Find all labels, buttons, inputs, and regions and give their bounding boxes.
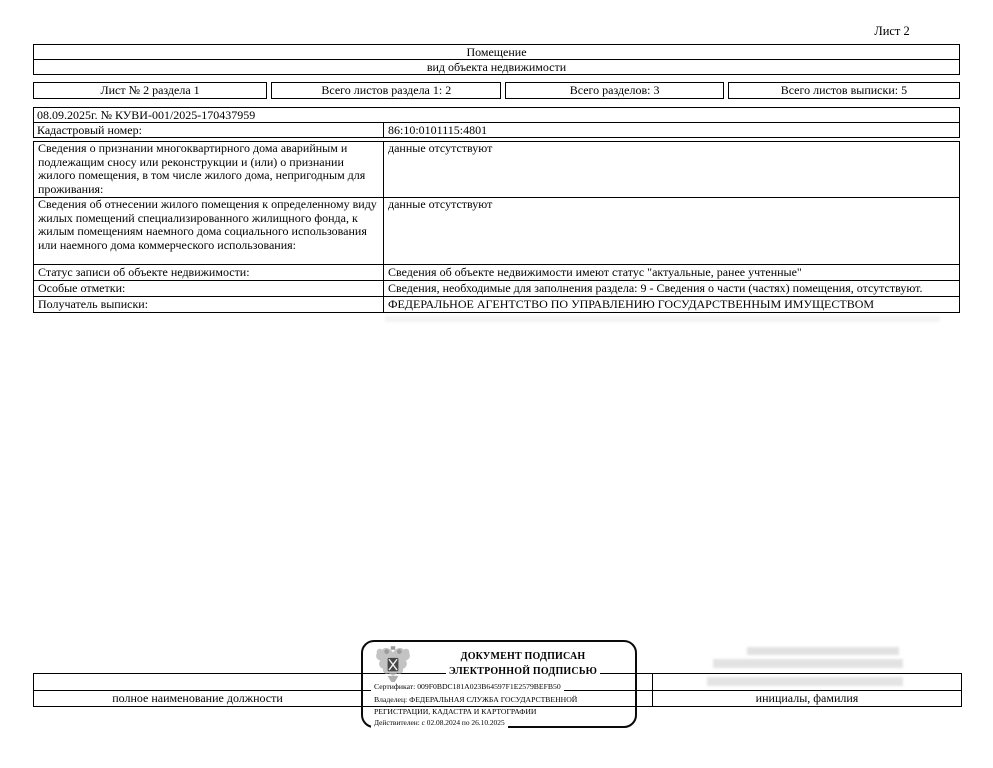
table-row xyxy=(34,296,959,312)
meta-cell-section-sheets: Всего листов раздела 1: 2 xyxy=(271,82,501,99)
object-type-table xyxy=(33,44,960,75)
stamp-owner-line-1: Владелец: ФЕДЕРАЛЬНАЯ СЛУЖБА ГОСУДАРСТВЕННОЙ xyxy=(371,695,580,705)
cadastral-number-value: 86:10:0101115:4801 xyxy=(388,123,488,137)
meta-cell-total-sheets: Всего листов выписки: 5 xyxy=(728,82,960,99)
row-label: Статус записи об объекте недвижимости: xyxy=(34,265,384,280)
row-label: Сведения о признании многоквартирного дома аварийным и подлежащим сносу или реконструкции и (или) о признании жилого помещения, в том числе жилого дома, непригодным для проживания: xyxy=(34,142,384,197)
object-type-value: Помещение xyxy=(466,45,527,59)
signature-cell-right xyxy=(653,674,961,690)
rosreestr-emblem-icon xyxy=(375,645,411,687)
details-table xyxy=(33,141,960,313)
table-row xyxy=(34,264,959,280)
object-type-caption: вид объекта недвижимости xyxy=(34,59,959,74)
sheet-meta-row xyxy=(33,82,960,99)
table-row xyxy=(34,123,959,137)
stamp-certificate-line: Сертификат: 009F0BDC181A023B64597F1E2579BEFB50 xyxy=(371,682,564,692)
row-value: Сведения об объекте недвижимости имеют статус "актуальные, ранее учтенные" xyxy=(388,265,802,279)
table-row xyxy=(34,197,959,264)
row-value: данные отсутствуют xyxy=(388,141,493,155)
digital-signature-stamp xyxy=(361,640,637,728)
table-row xyxy=(34,142,959,197)
watermark-smudge xyxy=(385,316,940,322)
position-caption: полное наименование должности xyxy=(112,691,283,705)
cadastral-number-label: Кадастровый номер: xyxy=(34,123,384,137)
watermark-smudge xyxy=(713,659,903,668)
watermark-smudge xyxy=(747,647,899,655)
request-date-number: 08.09.2025г. № КУВИ-001/2025-170437959 xyxy=(34,108,959,123)
name-caption: инициалы, фамилия xyxy=(755,691,859,705)
table-row xyxy=(34,280,959,296)
row-label: Сведения об отнесении жилого помещения к определенному виду жилых помещений специализированного жилищного фонда, к жилым помещениям наемного дома социального использования или наемного дома коммерческого использования: xyxy=(34,198,384,264)
row-label: Получатель выписки: xyxy=(34,297,384,312)
stamp-title-line2: ЭЛЕКТРОННОЙ ПОДПИСЬЮ xyxy=(446,666,600,677)
row-value: ФЕДЕРАЛЬНОЕ АГЕНТСТВО ПО УПРАВЛЕНИЮ ГОСУДАРСТВЕННЫМ ИМУЩЕСТВОМ xyxy=(388,297,875,311)
row-value: Сведения, необходимые для заполнения раздела: 9 - Сведения о части (частях) помещения, отсутствуют. xyxy=(388,281,923,295)
document-info-table xyxy=(33,107,960,138)
meta-cell-total-sections: Всего разделов: 3 xyxy=(505,82,723,99)
stamp-owner-line-2: РЕГИСТРАЦИИ, КАДАСТРА И КАРТОГРАФИИ xyxy=(371,707,539,717)
stamp-validity-line: Действителен: с 02.08.2024 по 26.10.2025 xyxy=(371,718,508,728)
row-label: Особые отметки: xyxy=(34,281,384,296)
sheet-number-label: Лист 2 xyxy=(874,24,910,38)
row-value: данные отсутствуют xyxy=(388,197,493,211)
meta-cell-sheet-number: Лист № 2 раздела 1 xyxy=(33,82,267,99)
stamp-title-line1: ДОКУМЕНТ ПОДПИСАН xyxy=(458,651,589,662)
